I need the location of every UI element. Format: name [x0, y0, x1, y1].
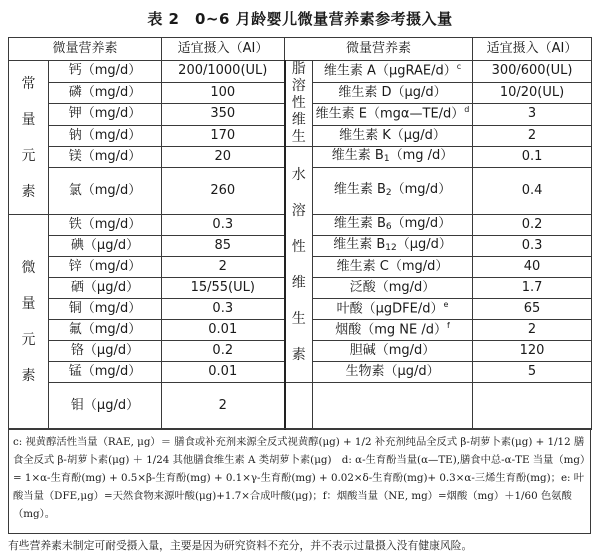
ai-value: 2 — [162, 383, 285, 430]
nutrient-name: 维生素 $B_{12}(\mu g/d)$ — [313, 236, 473, 257]
nutrient-name: 维生素 $B_2(mg/d)$ — [313, 168, 473, 215]
nutrient-name: 铬（μg/d） — [49, 341, 162, 362]
category-water-soluble-vitamins: 水 溶 性 维 生 素 — [285, 147, 313, 383]
nutrient-name: 维生素 D（μg/d） — [313, 82, 473, 104]
category-trace-elements: 微 量 元 素 — [9, 215, 49, 430]
ai-value: 20 — [162, 147, 285, 168]
nutrient-name: 叶酸（μgDFE/d）$^e$ — [313, 299, 473, 320]
nutrient-name: 维生素 E（mgα—TE/d）$^d$ — [313, 104, 473, 126]
ai-value: 0.2 — [473, 215, 592, 236]
nutrient-name: 维生素 C（mg/d） — [313, 257, 473, 278]
nutrient-name: 镁（mg/d） — [49, 147, 162, 168]
ai-value: 1.7 — [473, 278, 592, 299]
ai-value: 0.3 — [162, 215, 285, 236]
ai-value: 5 — [473, 362, 592, 383]
right-ai-header: 适宜摄入（AI） — [473, 38, 592, 61]
ai-value: 2 — [162, 257, 285, 278]
nutrient-name: 维生素 $B_6(mg/d)$ — [313, 215, 473, 236]
table-row — [9, 61, 592, 83]
ai-value: 0.01 — [162, 320, 285, 341]
ai-value: 100 — [162, 82, 285, 104]
table-row — [9, 383, 592, 430]
nutrient-name: 生物素（μg/d） — [313, 362, 473, 383]
left-nutrient-header: 微量营养素 — [9, 38, 162, 61]
ai-value: 3 — [473, 104, 592, 126]
nutrient-name: 锰（mg/d） — [49, 362, 162, 383]
ai-value: 200/1000(UL) — [162, 61, 285, 83]
nutrient-name: 钠（mg/d） — [49, 125, 162, 147]
ai-value: 15/55(UL) — [162, 278, 285, 299]
nutrient-name: 维生素 A（μgRAE/d）$^c$ — [313, 61, 473, 83]
ai-value: 40 — [473, 257, 592, 278]
nutrient-name: 铜（mg/d） — [49, 299, 162, 320]
nutrient-table — [8, 37, 592, 430]
nutrient-name: 泛酸（mg/d） — [313, 278, 473, 299]
ai-value: 2 — [473, 125, 592, 147]
ai-value: 300/600(UL) — [473, 61, 592, 83]
nutrient-name: 维生素 K（μg/d） — [313, 125, 473, 147]
nutrient-name: 硒（μg/d） — [49, 278, 162, 299]
ai-value: 170 — [162, 125, 285, 147]
footnote: 有些营养素未制定可耐受摄入量，主要是因为研究资料不充分，并不表示过量摄入没有健康风险。 — [8, 539, 473, 552]
table-row — [9, 147, 592, 168]
nutrient-name: 铁（mg/d） — [49, 215, 162, 236]
category-fat-soluble-vitamins: 脂 溶 性 维 生 — [285, 61, 313, 147]
empty-cell — [473, 383, 592, 430]
nutrient-name: 维生素 $B_1(mg$ /d） — [313, 147, 473, 168]
nutrient-name: 烟酸（mg NE /d）$^f$ — [313, 320, 473, 341]
ai-value: 0.1 — [473, 147, 592, 168]
nutrient-name: 磷（mg/d） — [49, 82, 162, 104]
ai-value: 85 — [162, 236, 285, 257]
nutrient-name: 氟（mg/d） — [49, 320, 162, 341]
ai-value: 0.4 — [473, 168, 592, 215]
notes-box: c: 视黄醇活性当量（RAE, μg）＝ 膳食或补充剂来源全反式视黄醇(μg) + 1/2 补充剂纯品全反式 β-胡萝卜素(μg) + 1/12 膳食全反式 β-胡萝卜素(μg) ＋ 1/24 其他膳食维生素 A 类胡萝卜素(μg) d: α-生育酚当量(α—TE),膳食中总-α-TE 当量（mg）= 1×α-生育酚(mg) + 0.5×β-生育酚(mg) + 0.1×γ-生育酚(mg) + 0.02×δ-生育酚(mg)+ 0.3×α-三烯生育酚(mg)；e: 叶酸当量（DFE,μg）=天然食物来源叶酸(μg)+1.7×合成叶酸(μg)；f：烟酸当量（NE, mg）=烟酸（mg）＋1/60 色氨酸（mg）。 — [8, 428, 591, 534]
nutrient-name: 胆碱（mg/d） — [313, 341, 473, 362]
table-title: 表 2 0~6 月龄婴儿微量营养素参考摄入量 — [147, 10, 453, 28]
ai-value: 0.3 — [473, 236, 592, 257]
category-macro-elements: 常 量 元 素 — [9, 61, 49, 215]
empty-cell — [285, 383, 313, 430]
nutrient-name: 钾（mg/d） — [49, 104, 162, 126]
ai-value: 120 — [473, 341, 592, 362]
nutrient-name: 钙（mg/d） — [49, 61, 162, 83]
ai-value: 65 — [473, 299, 592, 320]
left-ai-header: 适宜摄入（AI） — [162, 38, 285, 61]
ai-value: 0.3 — [162, 299, 285, 320]
ai-value: 10/20(UL) — [473, 82, 592, 104]
ai-value: 0.2 — [162, 341, 285, 362]
empty-cell — [313, 383, 473, 430]
ai-value: 350 — [162, 104, 285, 126]
nutrient-name: 钼（μg/d） — [49, 383, 162, 430]
right-nutrient-header: 微量营养素 — [285, 38, 473, 61]
nutrient-name: 锌（mg/d） — [49, 257, 162, 278]
ai-value: 260 — [162, 168, 285, 215]
nutrient-name: 氯（mg/d） — [49, 168, 162, 215]
ai-value: 2 — [473, 320, 592, 341]
ai-value: 0.01 — [162, 362, 285, 383]
nutrient-name: 碘（μg/d） — [49, 236, 162, 257]
header-row — [9, 38, 592, 61]
